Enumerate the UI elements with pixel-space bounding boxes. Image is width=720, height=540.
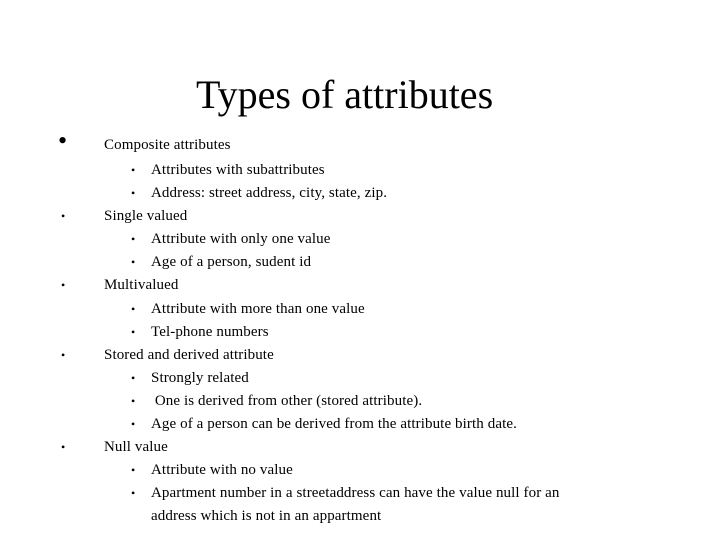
sub-list-item: Apartment number in a streetaddress can have the value null for an: [151, 485, 560, 501]
sub-bullet-icon: •: [131, 255, 136, 269]
sub-bullet-icon: •: [131, 486, 136, 500]
sub-list-item: Address: street address, city, state, zip.: [151, 185, 388, 201]
bullet-icon: •: [61, 278, 66, 292]
sub-list-item: Age of a person can be derived from the attribute birth date.: [151, 416, 517, 432]
list-item-stored-and-derived-attribute: Stored and derived attribute: [104, 347, 274, 363]
sub-list-item: Attributes with subattributes: [151, 162, 325, 178]
bullet-icon: •: [61, 348, 66, 362]
sub-list-item: Strongly related: [151, 370, 249, 386]
sub-bullet-icon: •: [131, 394, 136, 408]
list-item-multivalued: Multivalued: [104, 277, 179, 293]
bullet-icon: •: [61, 440, 66, 454]
sub-bullet-icon: •: [131, 163, 136, 177]
sub-list-item-continuation: address which is not in an appartment: [151, 508, 382, 524]
slide-title: Types of attributes: [196, 72, 494, 117]
sub-bullet-icon: •: [131, 417, 136, 431]
sub-bullet-icon: •: [131, 186, 136, 200]
sub-list-item: Attribute with only one value: [151, 231, 331, 247]
sub-list-item: Tel-phone numbers: [151, 324, 269, 340]
list-item-composite-attributes: Composite attributes: [104, 137, 231, 153]
bullet-icon: •: [58, 126, 68, 155]
sub-bullet-icon: •: [131, 325, 136, 339]
sub-list-item: Attribute with more than one value: [151, 301, 365, 317]
list-item-single-valued: Single valued: [104, 208, 188, 224]
sub-list-item: One is derived from other (stored attribute).: [151, 393, 423, 409]
sub-bullet-icon: •: [131, 371, 136, 385]
list-item-null-value: Null value: [104, 439, 168, 455]
sub-bullet-icon: •: [131, 302, 136, 316]
sub-bullet-icon: •: [131, 463, 136, 477]
sub-list-item: Attribute with no value: [151, 462, 293, 478]
sub-bullet-icon: •: [131, 232, 136, 246]
sub-list-item: Age of a person, sudent id: [151, 254, 312, 270]
bullet-icon: •: [61, 209, 66, 223]
